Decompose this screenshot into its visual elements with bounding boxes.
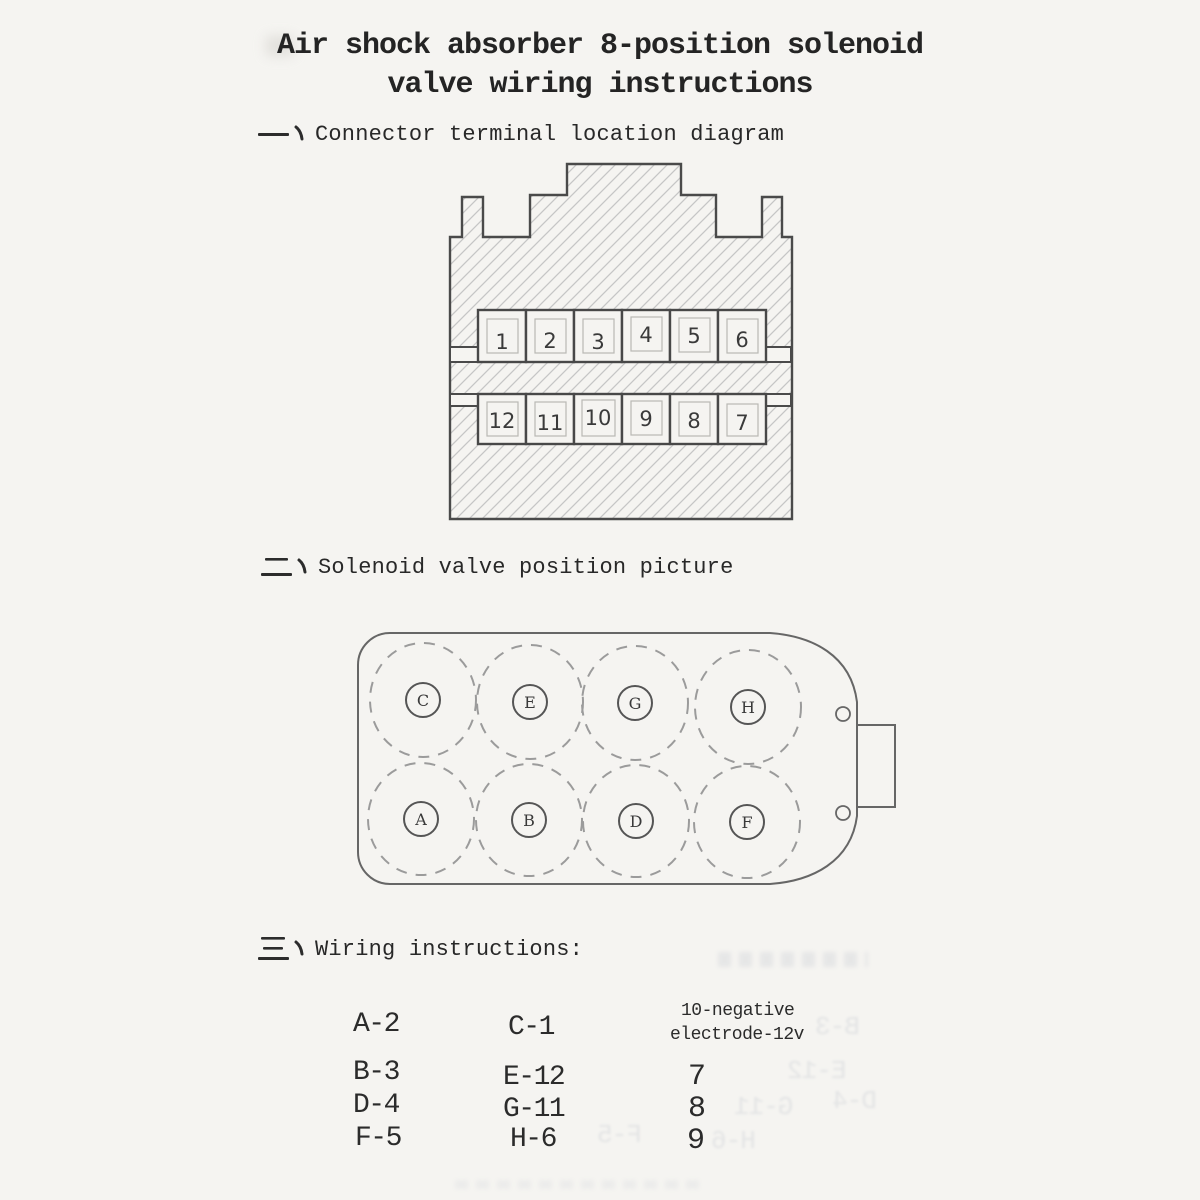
terminal-cell — [622, 394, 670, 444]
bleed-through-marks — [455, 1180, 705, 1189]
wiring-code: D-4 — [353, 1090, 399, 1121]
wiring-terminal: 9 — [687, 1124, 705, 1158]
valve-letter: H — [741, 698, 755, 717]
valve-letter: G — [628, 694, 642, 713]
title-line-1: Air shock absorber 8-position solenoid — [276, 29, 924, 63]
cjk-numeral-two-icon — [261, 554, 311, 580]
section-heading-wiring — [258, 936, 583, 962]
terminal-number: 11 — [536, 411, 564, 435]
valve-letter: A — [415, 810, 427, 829]
terminal-cell — [718, 310, 766, 362]
section-heading-text: Solenoid valve position picture — [318, 554, 734, 580]
bleed-through-text: D-4 — [833, 1086, 877, 1116]
wiring-code: C-1 — [508, 1012, 554, 1043]
connector-terminal-diagram — [440, 155, 810, 530]
valve-body — [358, 633, 857, 884]
section-heading-text: Wiring instructions: — [315, 936, 584, 962]
bleed-through-text: B-3 — [816, 1012, 860, 1042]
terminal-number: 12 — [488, 409, 516, 433]
bleed-through-marks — [718, 952, 868, 967]
wiring-code: A-2 — [353, 1009, 399, 1040]
section-heading-connector — [258, 121, 784, 147]
wiring-code: H-6 — [510, 1124, 556, 1155]
section-heading-valve — [261, 554, 733, 580]
title-line-2: valve wiring instructions — [387, 68, 813, 102]
terminal-cell — [718, 394, 766, 444]
wiring-negative-line2: electrode-12v — [670, 1025, 804, 1045]
valve-letter: C — [416, 691, 430, 710]
terminal-number: 9 — [639, 407, 653, 431]
section-heading-text: Connector terminal location diagram — [315, 121, 785, 147]
wiring-code: F-5 — [355, 1123, 401, 1154]
wiring-code: B-3 — [353, 1057, 399, 1088]
bleed-through-text: E-12 — [788, 1056, 847, 1086]
wiring-code: G-11 — [503, 1094, 565, 1125]
valve-mounting-tab — [857, 725, 895, 807]
cjk-numeral-one-icon — [258, 121, 308, 147]
bleed-through-text: G-11 — [735, 1092, 794, 1122]
terminal-cell — [622, 310, 670, 362]
wiring-negative-line1: 10-negative — [681, 1001, 795, 1021]
valve-letter: D — [629, 812, 643, 831]
terminal-cell — [478, 310, 526, 362]
terminal-cell — [526, 394, 574, 444]
terminal-number: 3 — [591, 330, 605, 354]
bleed-through-text: F-5 — [598, 1120, 642, 1150]
terminal-number: 6 — [735, 328, 749, 352]
solenoid-valve-diagram — [350, 613, 910, 903]
wiring-terminal: 8 — [688, 1092, 706, 1126]
terminal-number: 8 — [687, 409, 701, 433]
terminal-cell — [526, 310, 574, 362]
terminal-cell — [670, 310, 718, 362]
valve-letter: E — [524, 693, 536, 712]
terminal-number: 4 — [639, 323, 653, 347]
wiring-terminal: 7 — [688, 1060, 706, 1094]
terminal-cell — [670, 394, 718, 444]
valve-letter: F — [741, 813, 753, 832]
terminal-number: 5 — [687, 324, 701, 348]
page-title — [0, 27, 1200, 105]
terminal-cell — [478, 394, 526, 444]
terminal-number: 7 — [735, 411, 749, 435]
terminal-number: 2 — [543, 329, 557, 353]
terminal-cell — [574, 394, 622, 444]
bleed-through-text: H-6 — [712, 1126, 756, 1156]
terminal-cell — [574, 310, 622, 362]
wiring-code: E-12 — [503, 1062, 565, 1093]
valve-letter: B — [523, 811, 535, 830]
terminal-number: 10 — [584, 406, 612, 430]
cjk-numeral-three-icon — [258, 936, 308, 962]
terminal-number: 1 — [495, 330, 509, 354]
